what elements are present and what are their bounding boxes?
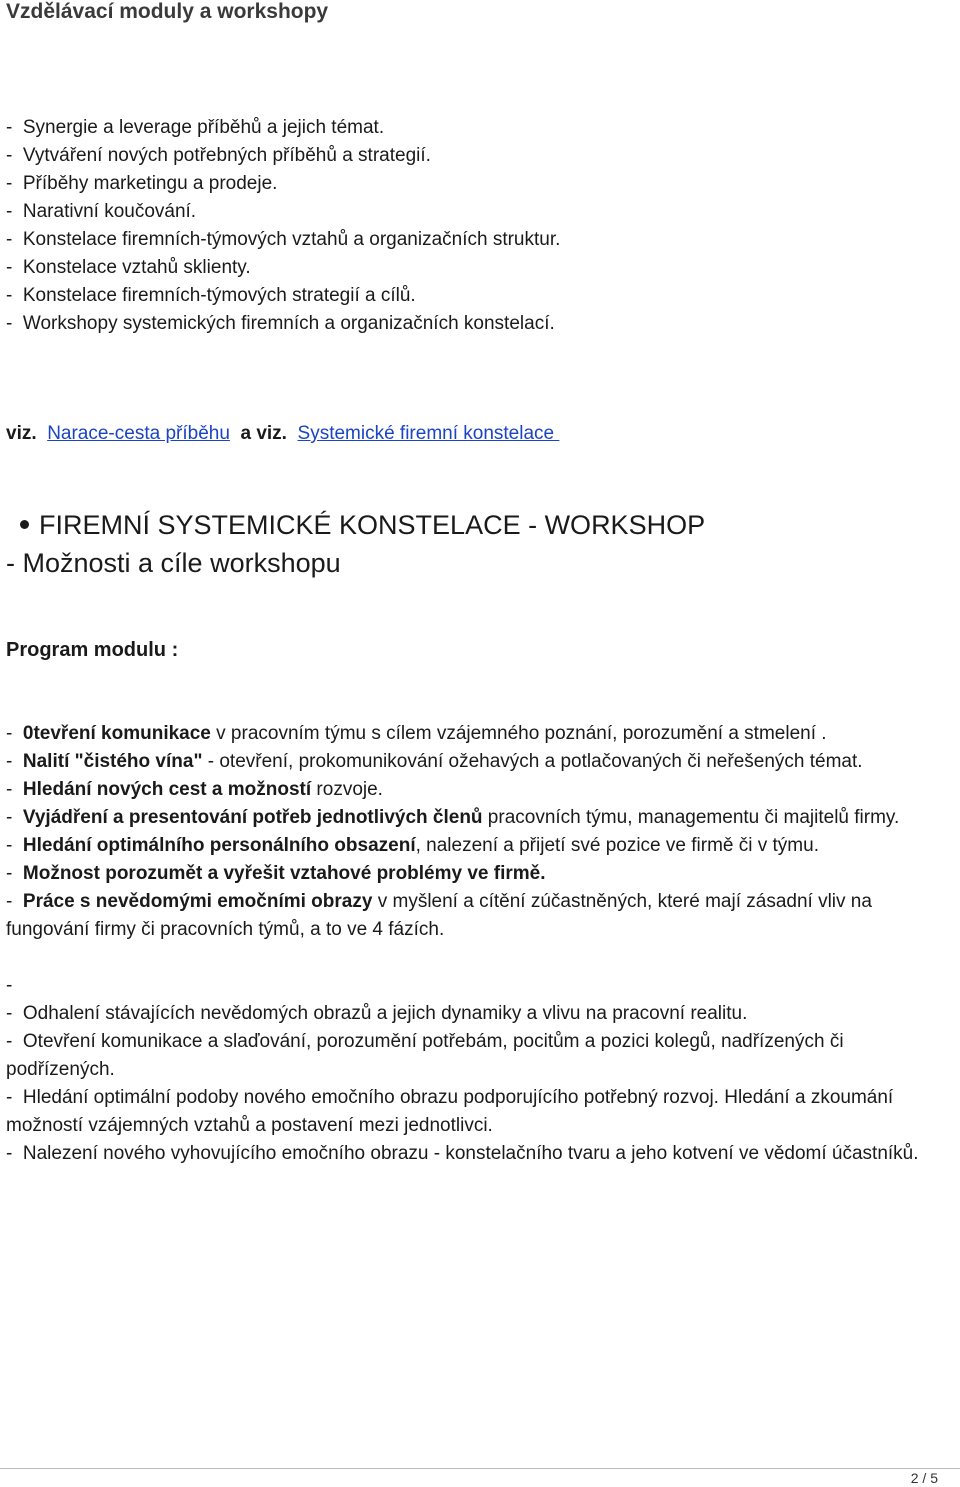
bullet-icon	[20, 520, 29, 529]
program-item-bold: Hledání nových cest a možností	[22, 779, 312, 800]
program-item	[6, 776, 946, 804]
list-item: - Narativní koučování.	[6, 201, 197, 222]
program-item	[6, 720, 946, 748]
list-item: - Příběhy marketingu a prodeje.	[6, 173, 278, 194]
program-item	[6, 832, 946, 860]
program-item-text: , nalezení a přijetí své pozice ve firmě či v týmu.	[415, 835, 819, 856]
phase-item: - Nalezení nového vyhovujícího emočního obrazu - konstelačního tvaru a jeho kotvení ve vědomí účastníků.	[6, 1143, 919, 1164]
section-title-line1: FIREMNÍ SYSTEMICKÉ KONSTELACE - WORKSHOP	[39, 510, 706, 540]
section-heading	[6, 506, 946, 582]
program-heading: Program modulu :	[6, 639, 179, 661]
program-item-bold: Možnost porozumět a vyřešit vztahové problémy ve firmě.	[22, 863, 546, 884]
page-number: 2 / 5	[910, 1470, 938, 1486]
phase-item: -	[6, 975, 13, 996]
program-item	[6, 804, 946, 832]
program-item-text: - otevření, prokomunikování ožehavých a potlačovaných či neřešených témat.	[202, 751, 863, 772]
dash: -	[6, 751, 23, 772]
document-header-title: Vzdělávací moduly a workshopy	[6, 0, 329, 23]
dash: -	[6, 863, 23, 884]
program-item	[6, 888, 946, 944]
program-item-text: v pracovním týmu s cílem vzájemného poznání, porozumění a stmelení .	[210, 723, 827, 744]
dash: -	[6, 779, 23, 800]
footer-divider	[0, 1468, 960, 1469]
list-item: - Konstelace firemních-týmových vztahů a organizačních struktur.	[6, 229, 561, 250]
phase-item: - Otevření komunikace a slaďování, porozumění potřebám, pocitům a pozici kolegů, nadřízených či podřízených.	[6, 1031, 849, 1080]
dash: -	[6, 807, 23, 828]
program-item-bold: Nalití "čistého vína"	[22, 751, 203, 772]
topic-list	[6, 114, 946, 338]
program-list	[6, 720, 946, 1168]
program-item-text: v myšlení a cítění zúčastněných, které mají zásadní vliv na fungování firmy či pracovních týmů, a to ve 4 fázích.	[6, 891, 872, 940]
program-item	[6, 748, 946, 776]
dash: -	[6, 723, 23, 744]
phase-item: - Hledání optimální podoby nového emočního obrazu podporujícího potřebný rozvoj. Hledání a zkoumání možností vzájemných vztahů a postavení mezi jednotlivci.	[6, 1087, 899, 1136]
phase-item: - Odhalení stávajících nevědomých obrazů a jejich dynamiky a vlivu na pracovní realitu.	[6, 1003, 748, 1024]
program-item-text: rozvoje.	[311, 779, 383, 800]
see-also-links	[6, 420, 559, 448]
list-item: - Konstelace firemních-týmových strategií a cílů.	[6, 285, 416, 306]
program-item-text: pracovních týmu, managementu či majitelů firmy.	[482, 807, 900, 828]
list-item: - Konstelace vztahů sklienty.	[6, 257, 251, 278]
list-item: - Synergie a leverage příběhů a jejich témat.	[6, 117, 385, 138]
see-also-label: viz.	[6, 423, 37, 444]
program-item-bold: 0tevření komunikace	[22, 723, 211, 744]
program-item-bold: Práce s nevědomými emočními obrazy	[22, 891, 373, 912]
narace-link[interactable]: Narace-cesta příběhu	[47, 423, 230, 444]
program-item-bold: Vyjádření a presentování potřeb jednotlivých členů	[22, 807, 483, 828]
section-title-line2: - Možnosti a cíle workshopu	[6, 548, 341, 578]
dash: -	[6, 835, 23, 856]
see-also-label-2: a viz.	[240, 423, 287, 444]
program-item	[6, 860, 946, 888]
list-item: - Vytváření nových potřebných příběhů a strategií.	[6, 145, 431, 166]
list-item: - Workshopy systemických firemních a organizačních konstelací.	[6, 313, 555, 334]
program-item-bold: Hledání optimálního personálního obsazení	[22, 835, 416, 856]
dash: -	[6, 891, 23, 912]
konstelace-link[interactable]: Systemické firemní konstelace	[297, 423, 560, 444]
